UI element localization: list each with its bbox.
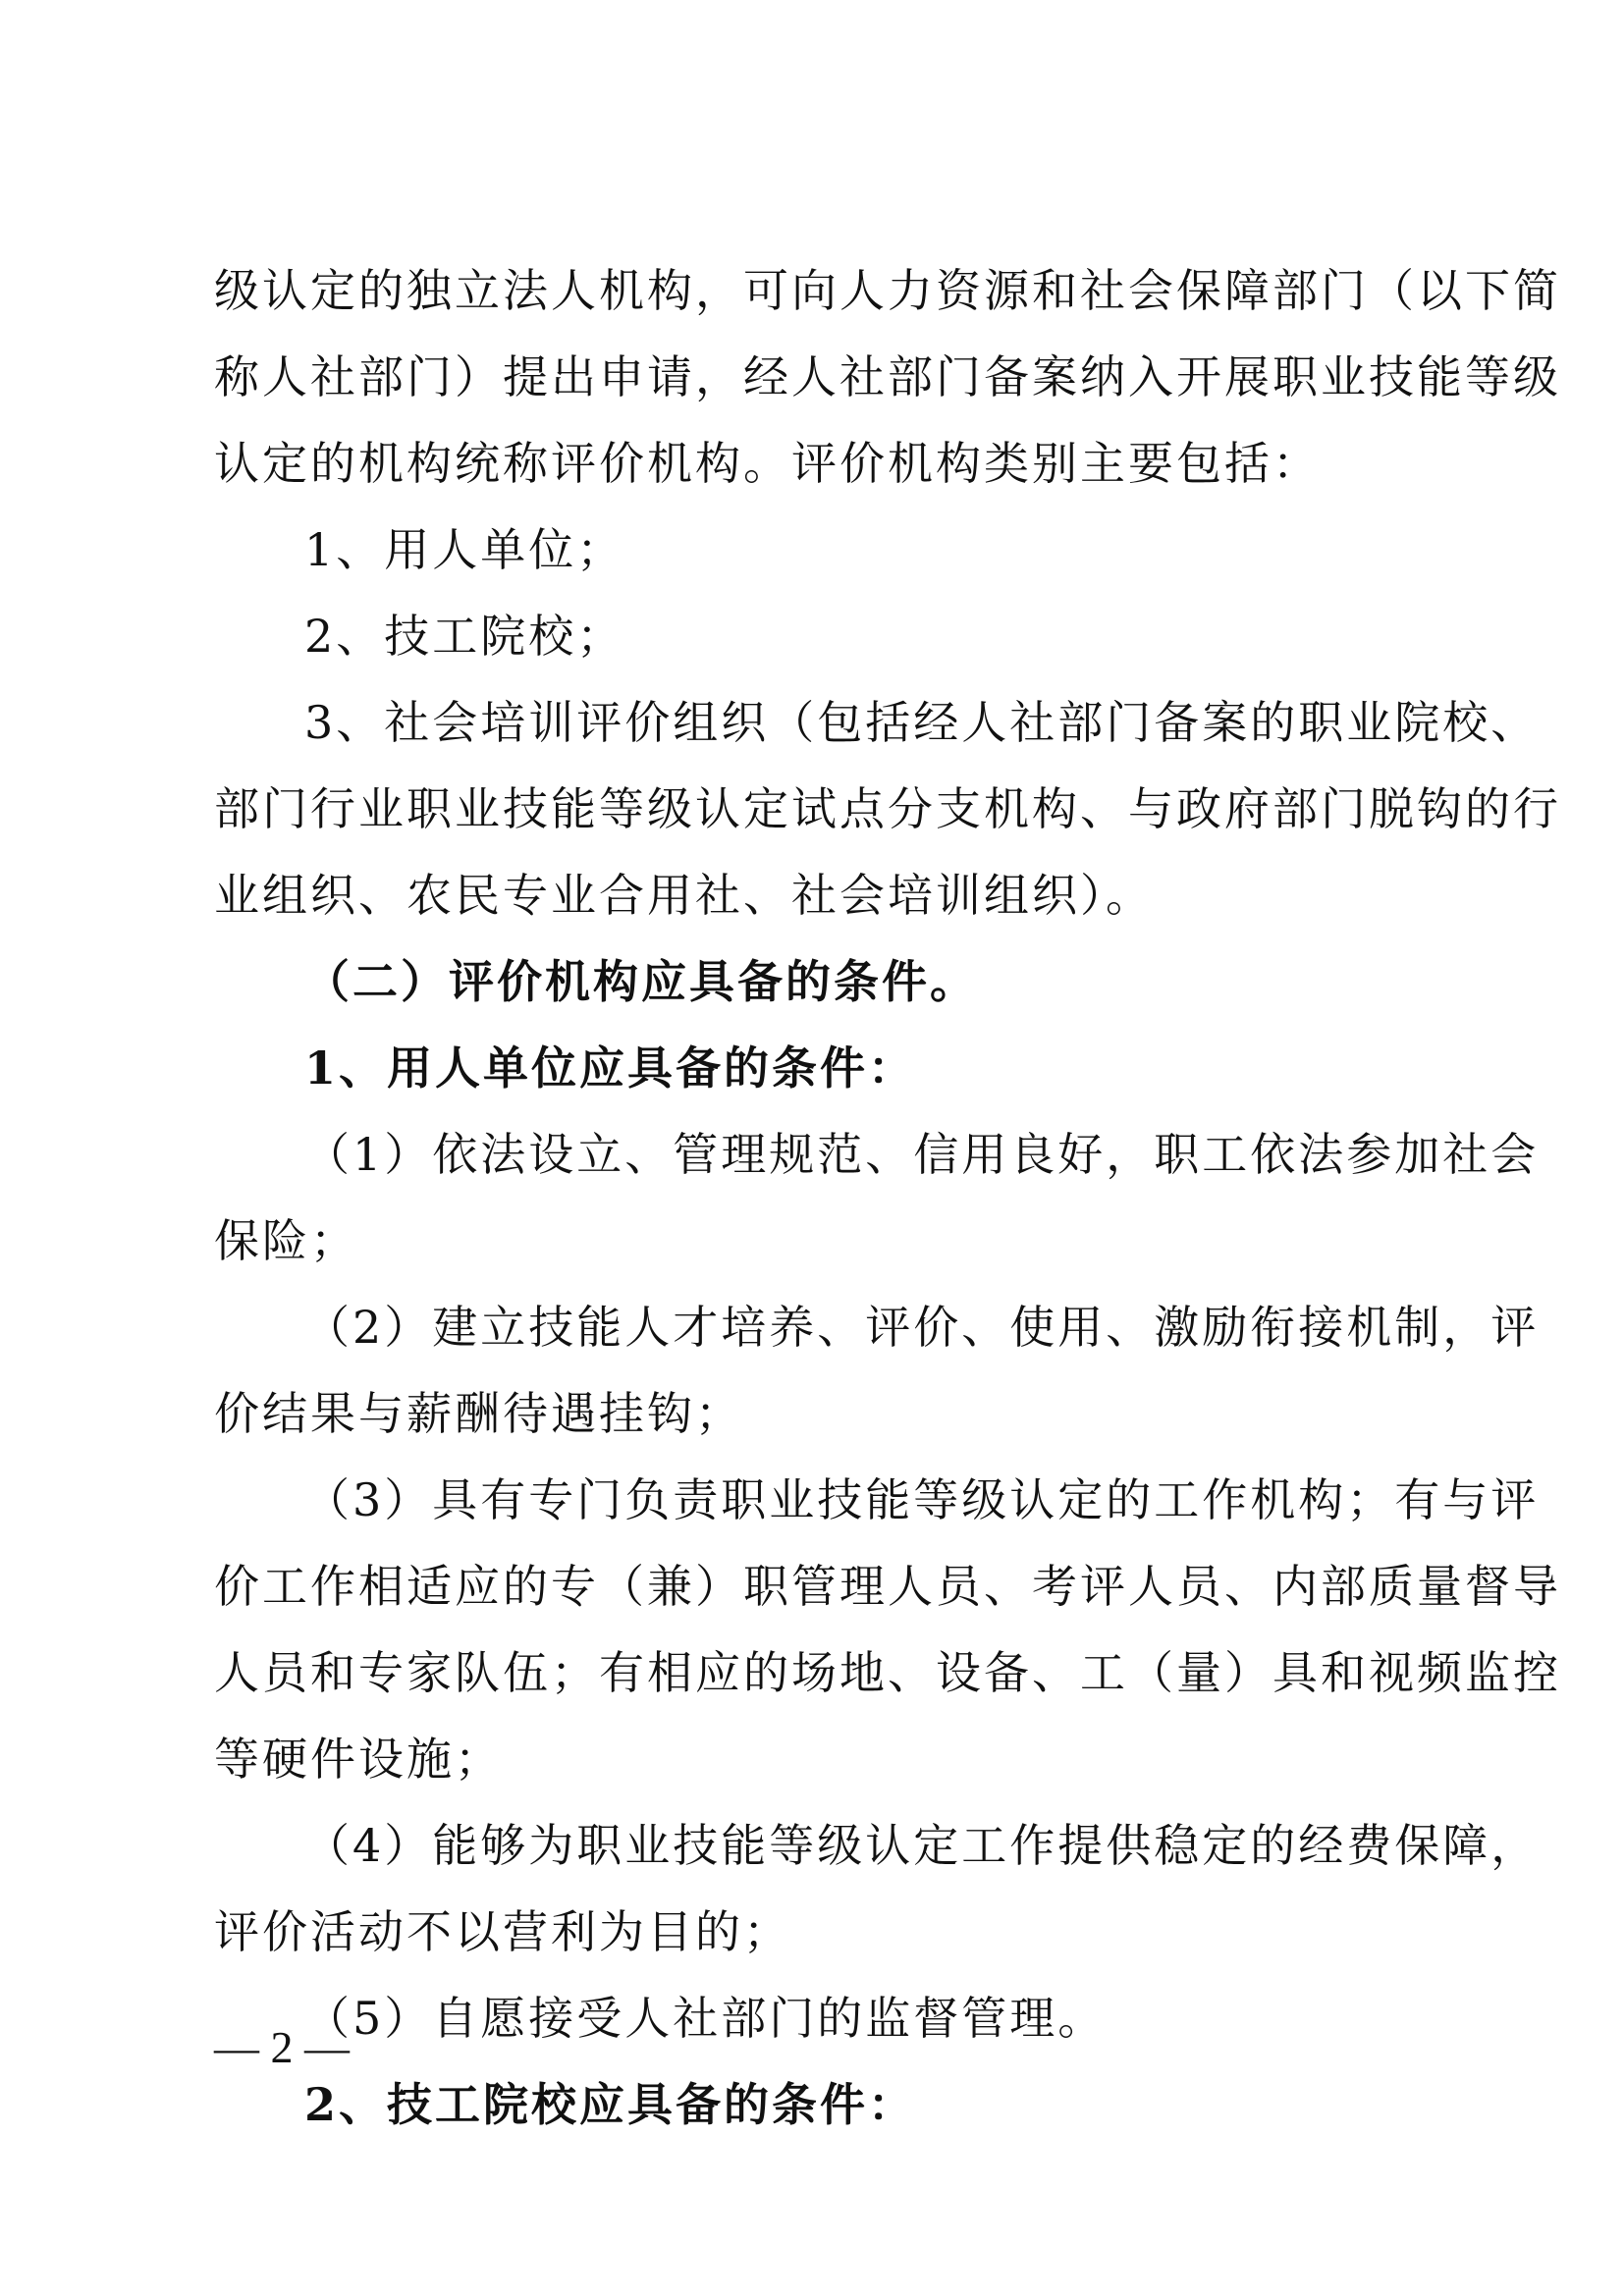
paragraph-line: 级认定的独立法人机构，可向人力资源和社会保障部门（以下简 <box>214 264 1561 317</box>
list-item: 3、社会培训评价组织（包括经人社部门备案的职业院校、 <box>304 696 1540 749</box>
page-number: — 2 — <box>214 2022 350 2072</box>
paragraph-line: 价结果与薪酬待遇挂钩； <box>214 1387 743 1440</box>
list-item: 1、用人单位； <box>304 523 625 576</box>
paragraph-line: 等硬件设施； <box>214 1733 503 1786</box>
list-item: 2、技工院校； <box>304 610 625 663</box>
subsection-heading: 2、技工院校应具备的条件： <box>304 2078 917 2131</box>
paragraph-line: 价工作相适应的专（兼）职管理人员、考评人员、内部质量督导 <box>214 1560 1561 1613</box>
list-item: （2）建立技能人才培养、评价、使用、激励衔接机制，评 <box>304 1301 1540 1354</box>
list-item: （1）依法设立、管理规范、信用良好，职工依法参加社会 <box>304 1128 1540 1181</box>
paragraph-line: 评价活动不以营利为目的； <box>214 1905 791 1958</box>
paragraph-line: 部门行业职业技能等级认定试点分支机构、与政府部门脱钩的行 <box>214 782 1561 835</box>
subsection-heading: 1、用人单位应具备的条件： <box>304 1041 917 1095</box>
section-heading: （二）评价机构应具备的条件。 <box>304 955 978 1008</box>
list-item: （3）具有专门负责职业技能等级认定的工作机构；有与评 <box>304 1473 1540 1526</box>
paragraph-line: 人员和专家队伍；有相应的场地、设备、工（量）具和视频监控 <box>214 1646 1561 1699</box>
list-item: （4）能够为职业技能等级认定工作提供稳定的经费保障， <box>304 1819 1540 1872</box>
paragraph-line: 保险； <box>214 1214 358 1267</box>
paragraph-line: 称人社部门）提出申请，经人社部门备案纳入开展职业技能等级 <box>214 350 1561 403</box>
paragraph-line: 认定的机构统称评价机构。评价机构类别主要包括： <box>214 437 1321 490</box>
body-text <box>214 247 1561 2148</box>
paragraph-line: 业组织、农民专业合用社、社会培训组织）。 <box>214 869 1154 922</box>
list-item: （5）自愿接受人社部门的监督管理。 <box>304 1992 1107 2045</box>
